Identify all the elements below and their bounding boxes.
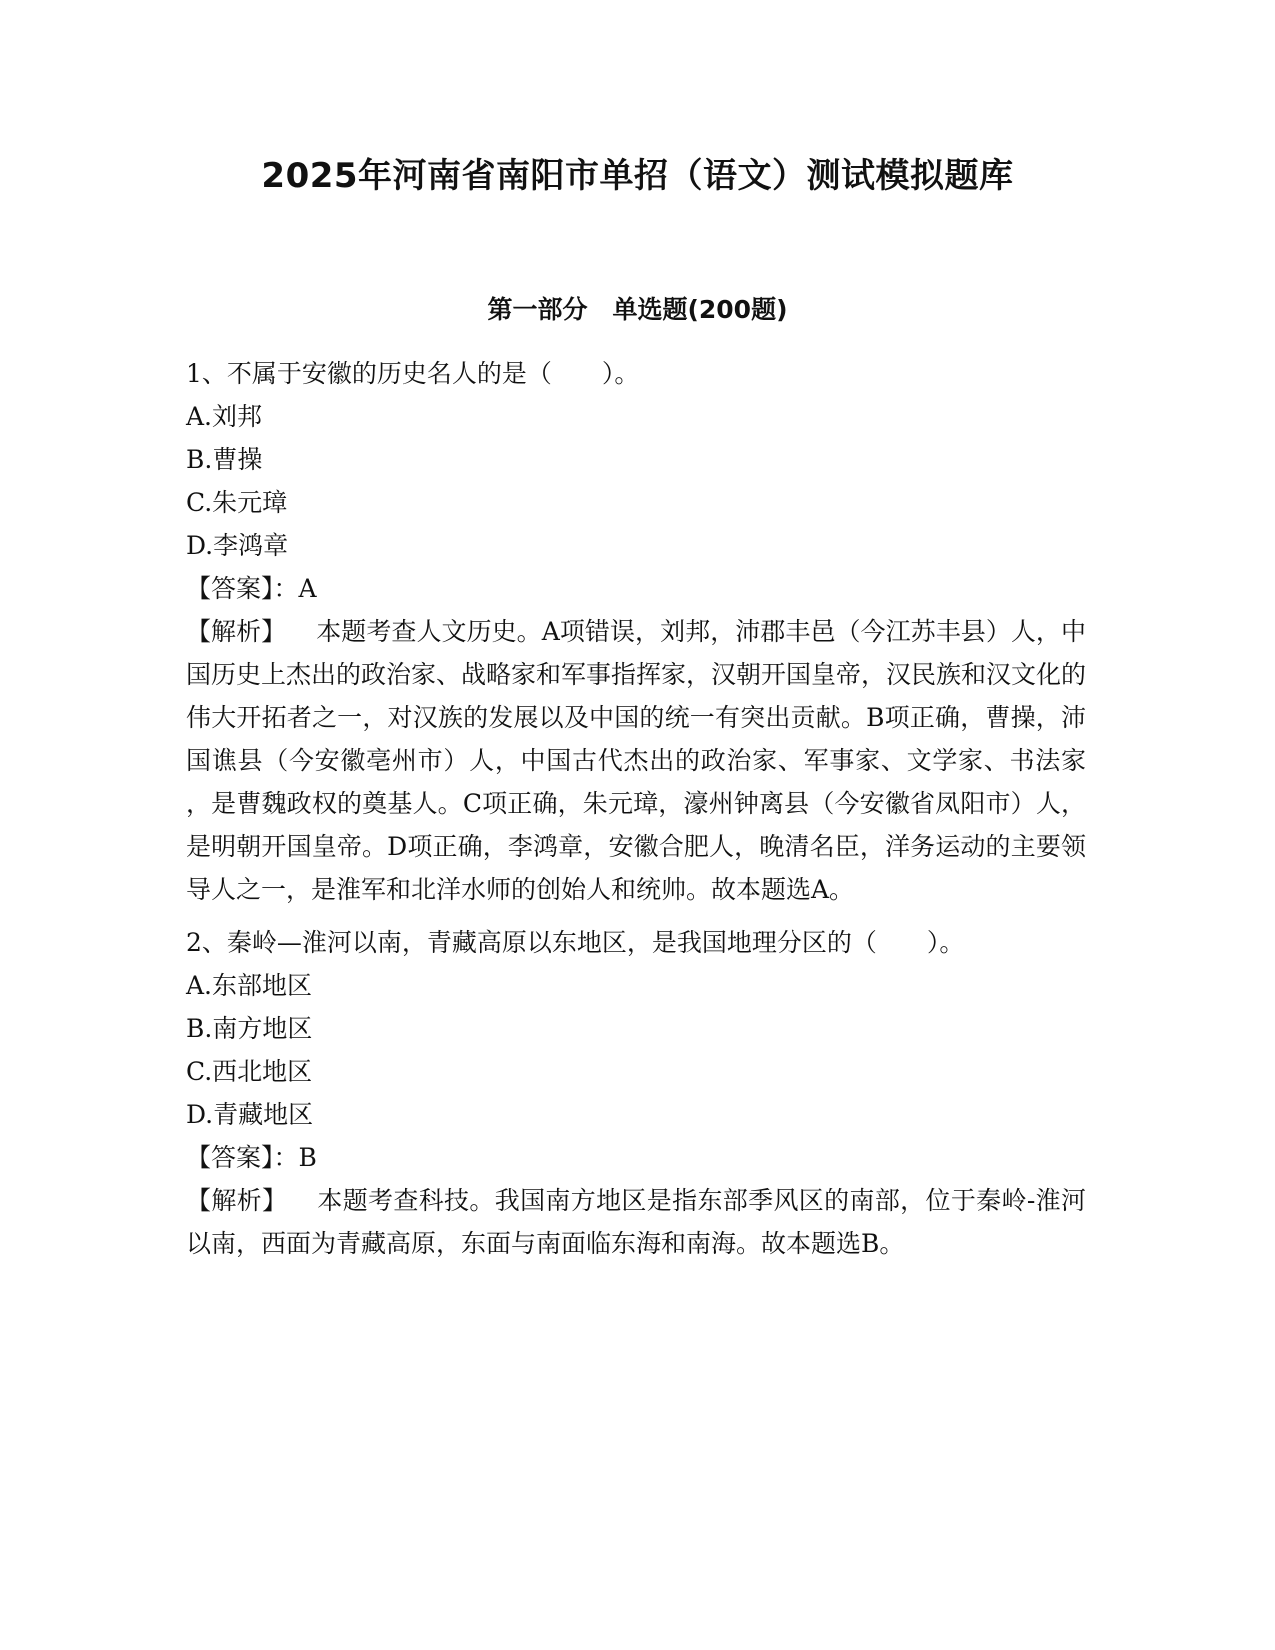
option-a: A.东部地区 — [186, 971, 313, 1000]
explanation — [186, 1179, 1086, 1265]
option-b: B.曹操 — [186, 445, 263, 474]
option-d: D.李鸿章 — [186, 531, 289, 560]
option-c: C.朱元璋 — [186, 488, 288, 517]
option-b: B.南方地区 — [186, 1014, 313, 1043]
option-c: C.西北地区 — [186, 1057, 313, 1086]
answer-line — [186, 567, 1086, 610]
explanation-text: 本题考查科技。我国南方地区是指东部季风区的南部，位于秦岭-淮河以南，西面为青藏高原，东面与南面临东海和南海。故本题选B。 — [186, 1186, 1086, 1258]
question-stem: 2、秦岭—淮河以南，青藏高原以东地区，是我国地理分区的（ ）。 — [186, 928, 965, 957]
explanation-label: 【解析】 — [186, 617, 287, 646]
answer-value: B — [298, 1143, 317, 1172]
option-d: D.青藏地区 — [186, 1100, 314, 1129]
answer-value: A — [298, 574, 317, 603]
answer-line — [186, 1136, 1086, 1179]
option-a: A.刘邦 — [186, 402, 263, 431]
question-list — [186, 352, 1086, 1275]
answer-label: 【答案】： — [186, 1143, 299, 1172]
question-1 — [186, 352, 1086, 911]
section-title: 第一部分 单选题(200题) — [487, 295, 788, 324]
question-2 — [186, 921, 1086, 1265]
document-title: 2025年河南省南阳市单招（语文）测试模拟题库 — [261, 156, 1014, 196]
answer-label: 【答案】： — [186, 574, 299, 603]
explanation-label: 【解析】 — [186, 1186, 288, 1215]
explanation — [186, 610, 1086, 911]
question-stem: 1、不属于安徽的历史名人的是（ ）。 — [186, 359, 640, 388]
explanation-text: 本题考查人文历史。A项错误，刘邦，沛郡丰邑（今江苏丰县）人，中国历史上杰出的政治家、战略家和军事指挥家，汉朝开国皇帝，汉民族和汉文化的伟大开拓者之一，对汉族的发展以及中国的统一有突出贡献。B项正确，曹操，沛国谯县（今安徽亳州市）人，中国古代杰出的政治家、军事家、文学家、书法家 ，是曹魏政权的奠基人。C项正确，朱元璋，濠州钟离县（今安徽省凤阳市）人，是明朝开国皇帝。D项正确，李鸿章，安徽合肥人，晚清名臣，洋务运动的主要领导人之一，是淮军和北洋水师的创始人和统帅。故本题选A。 — [186, 617, 1087, 904]
